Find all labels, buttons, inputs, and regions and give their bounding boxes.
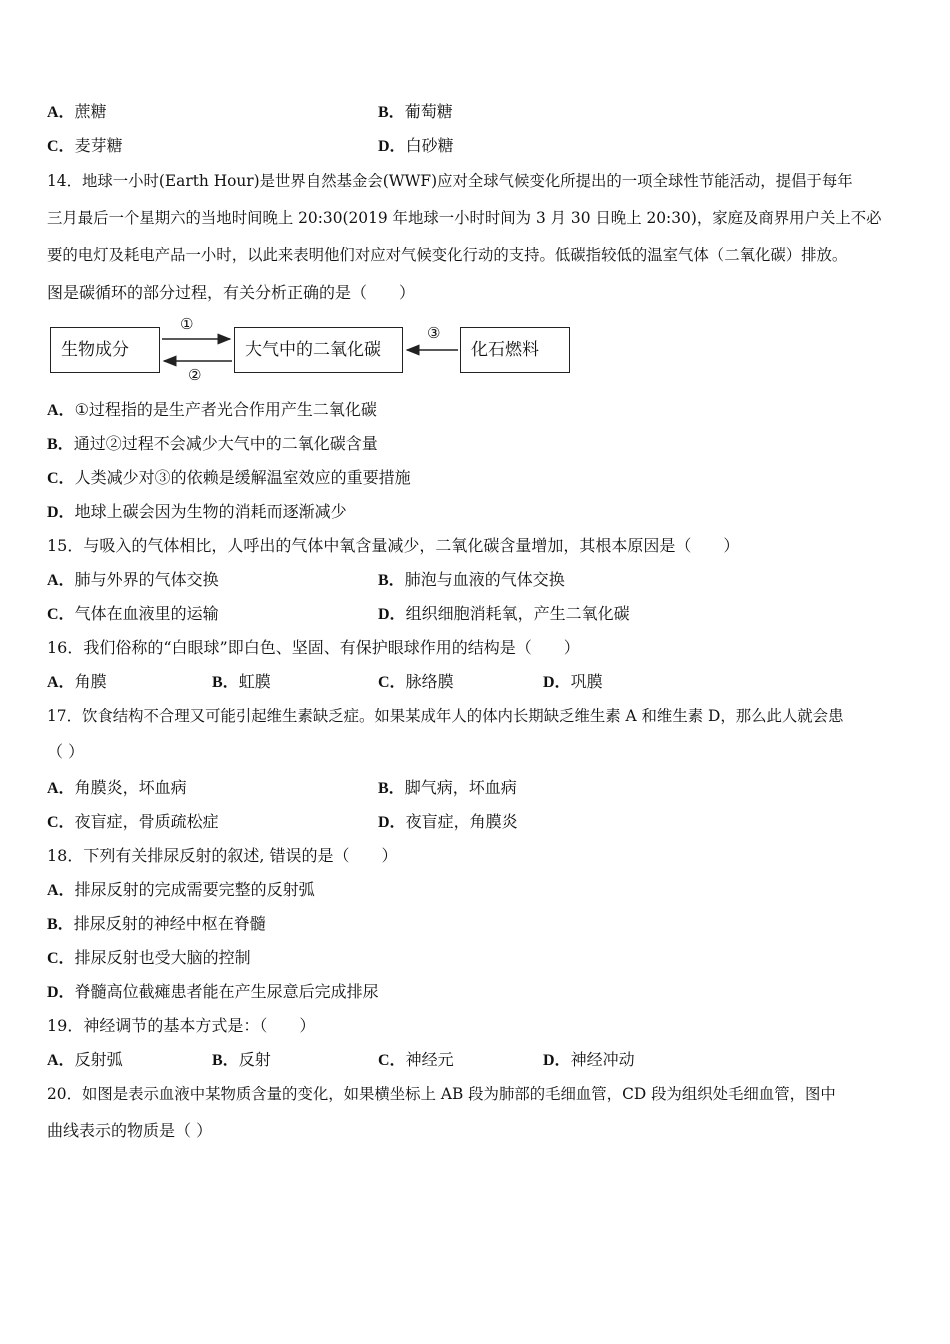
q17-option-d: D．夜盲症，角膜炎 bbox=[378, 812, 518, 831]
q15-option-d: D．组织细胞消耗氧，产生二氧化碳 bbox=[378, 604, 630, 623]
q14-stem-line1: 14．地球一小时(Earth Hour)是世界自然基金会(WWF)应对全球气候变化所提出的一项全球性节能活动，提倡于每年 bbox=[47, 172, 853, 190]
box-atmospheric-co2: 大气中的二氧化碳 bbox=[234, 327, 403, 373]
q16-option-c: C．脉络膜 bbox=[378, 672, 454, 691]
q14-stem-line4: 图是碳循环的部分过程，有关分析正确的是（ ） bbox=[47, 283, 416, 302]
process-1-mark: ① bbox=[180, 315, 194, 333]
q14-option-d: D．地球上碳会因为生物的消耗而逐渐减少 bbox=[47, 502, 347, 521]
q17-option-c: C．夜盲症，骨质疏松症 bbox=[47, 812, 219, 831]
q17-option-b: B．脚气病，坏血病 bbox=[378, 778, 517, 797]
q16-option-a: A．角膜 bbox=[47, 672, 107, 691]
q15-option-c: C．气体在血液里的运输 bbox=[47, 604, 219, 623]
q19-option-a: A．反射弧 bbox=[47, 1050, 123, 1069]
q19-option-b: B．反射 bbox=[212, 1050, 271, 1069]
q14-stem-line2: 三月最后一个星期六的当地时间晚上 20:30(2019 年地球一小时时间为 3 月 30 日晚上 20:30)，家庭及商界用户关上不必 bbox=[47, 209, 882, 227]
q17-stem-line2: （ ） bbox=[47, 742, 85, 761]
q16-option-b: B．虹膜 bbox=[212, 672, 271, 691]
q15-option-a: A．肺与外界的气体交换 bbox=[47, 570, 219, 589]
q18-option-c: C．排尿反射也受大脑的控制 bbox=[47, 948, 251, 967]
q18-stem: 18．下列有关排尿反射的叙述, 错误的是（ ） bbox=[47, 846, 398, 865]
process-2-mark: ② bbox=[188, 366, 202, 384]
q13-option-a: A．蔗糖 bbox=[47, 102, 107, 121]
q14-option-a: A．①过程指的是生产者光合作用产生二氧化碳 bbox=[47, 400, 377, 419]
q19-option-d: D．神经冲动 bbox=[543, 1050, 635, 1069]
q14-option-b: B．通过②过程不会减少大气中的二氧化碳含量 bbox=[47, 434, 378, 453]
q16-option-d: D．巩膜 bbox=[543, 672, 603, 691]
q16-stem: 16．我们俗称的“白眼球”即白色、坚固、有保护眼球作用的结构是（ ） bbox=[47, 638, 580, 657]
q14-option-c: C．人类减少对③的依赖是缓解温室效应的重要措施 bbox=[47, 468, 411, 487]
q20-stem-line2: 曲线表示的物质是（ ） bbox=[47, 1121, 213, 1140]
q13-option-c: C．麦芽糖 bbox=[47, 136, 123, 155]
q18-option-b: B．排尿反射的神经中枢在脊髓 bbox=[47, 914, 266, 933]
q20-stem-line1: 20．如图是表示血液中某物质含量的变化，如果横坐标上 AB 段为肺部的毛细血管，CD 段为组织处毛细血管，图中 bbox=[47, 1085, 836, 1103]
box-biological-component: 生物成分 bbox=[50, 327, 160, 373]
process-3-mark: ③ bbox=[427, 324, 441, 342]
q15-stem: 15．与吸入的气体相比，人呼出的气体中氧含量减少，二氧化碳含量增加，其根本原因是（ ） bbox=[47, 536, 740, 555]
q18-option-d: D．脊髓高位截瘫患者能在产生尿意后完成排尿 bbox=[47, 982, 379, 1001]
q18-option-a: A．排尿反射的完成需要完整的反射弧 bbox=[47, 880, 315, 899]
q17-option-a: A．角膜炎，坏血病 bbox=[47, 778, 187, 797]
q14-stem-line3: 要的电灯及耗电产品一小时，以此来表明他们对应对气候变化行动的支持。低碳指较低的温室气体（二氧化碳）排放。 bbox=[47, 246, 848, 264]
q13-option-d: D．白砂糖 bbox=[378, 136, 454, 155]
q19-option-c: C．神经元 bbox=[378, 1050, 454, 1069]
q17-stem-line1: 17．饮食结构不合理又可能引起维生素缺乏症。如果某成年人的体内长期缺乏维生素 A 和维生素 D，那么此人就会患 bbox=[47, 707, 844, 725]
q13-option-b: B．葡萄糖 bbox=[378, 102, 453, 121]
q19-stem: 19．神经调节的基本方式是：（ ） bbox=[47, 1016, 316, 1035]
q15-option-b: B．肺泡与血液的气体交换 bbox=[378, 570, 565, 589]
box-fossil-fuel: 化石燃料 bbox=[460, 327, 570, 373]
